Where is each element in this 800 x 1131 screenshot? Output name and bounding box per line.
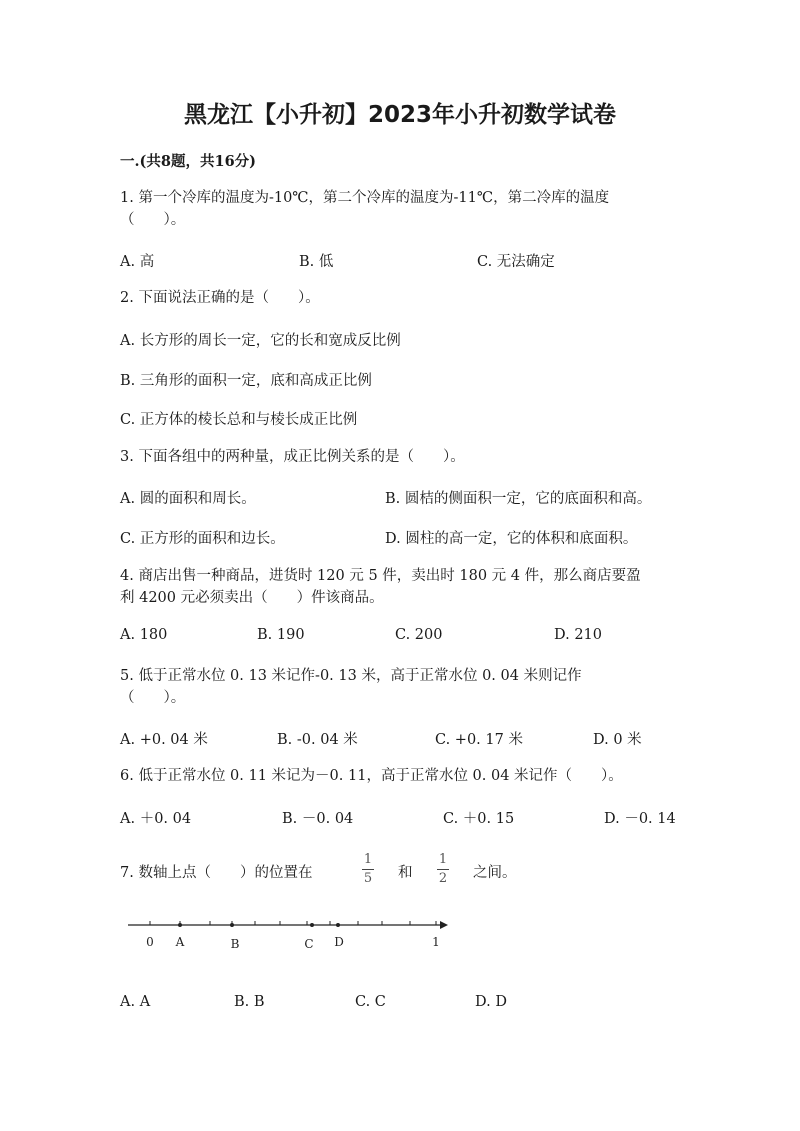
section-heading: 一.(共8题，共16分) [120,153,257,170]
question-5-line-2: （ ）。 [120,690,186,706]
fraction-bar [437,869,449,870]
q5-option-b: B. -0. 04 米 [277,732,358,748]
q3-option-b: B. 圆桔的侧面积一定，它的底面积和高。 [385,491,652,507]
q3-option-c: C. 正方形的面积和边长。 [120,531,285,547]
number-line-arrow [440,921,448,929]
point-a-dot [178,923,182,927]
q7-option-b: B. B [234,994,265,1010]
q3-option-a: A. 圆的面积和周长。 [120,491,256,507]
point-c-label: C [304,937,314,951]
page-title: 黑龙江【小升初】2023年小升初数学试卷 [183,102,616,128]
q6-option-b: B. －0. 04 [282,811,354,827]
q4-option-c: C. 200 [395,627,443,643]
question-7-text: 7. 数轴上点（ ）的位置在 [120,865,313,881]
fraction-numerator: 1 [363,852,373,867]
q4-option-a: A. 180 [120,627,168,643]
question-1-line-2: （ ）。 [120,212,186,228]
question-4-line-2: 利 4200 元必须卖出（ ）件该商品。 [120,590,384,606]
q4-option-d: D. 210 [554,627,603,643]
fraction-one-fifth [362,853,374,886]
point-b-label: B [230,937,240,951]
question-1-line-1: 1. 第一个冷库的温度为-10℃，第二个冷库的温度为-11℃，第二冷库的温度 [120,190,610,206]
q4-option-b: B. 190 [257,627,305,643]
question-2: 2. 下面说法正确的是（ ）。 [120,290,320,306]
q7-option-a: A. A [120,994,151,1010]
q6-option-a: A. ＋0. 04 [120,811,192,827]
number-line-zero-label: 0 [146,935,154,949]
question-4-line-1: 4. 商店出售一种商品，进货时 120 元 5 件，卖出时 180 元 4 件，那么商店要盈 [120,568,641,584]
question-3: 3. 下面各组中的两种量，成正比例关系的是（ ）。 [120,449,465,465]
q1-option-b: B. 低 [299,254,334,270]
q7-option-c: C. C [355,994,386,1010]
q6-option-d: D. －0. 14 [604,811,676,827]
fraction-bar [362,869,374,870]
point-c-dot [310,923,314,927]
q6-option-c: C. ＋0. 15 [443,811,515,827]
number-line-one-label: 1 [432,935,440,949]
number-line-figure [120,912,460,960]
question-5-line-1: 5. 低于正常水位 0. 13 米记作-0. 13 米，高于正常水位 0. 04 米则记作 [120,668,582,684]
question-7-tail: 之间。 [473,865,517,881]
point-d-dot [336,923,340,927]
point-a-label: A [175,935,185,949]
q2-option-b: B. 三角形的面积一定，底和高成正比例 [120,373,372,389]
q5-option-a: A. +0. 04 米 [120,732,208,748]
q3-option-d: D. 圆柱的高一定，它的体积和底面积。 [385,531,638,547]
fraction-numerator: 1 [438,852,448,867]
q2-option-a: A. 长方形的周长一定，它的长和宽成反比例 [120,333,401,349]
q1-option-a: A. 高 [120,254,155,270]
q1-option-c: C. 无法确定 [477,254,555,270]
q7-option-d: D. D [475,994,507,1010]
fraction-one-half [437,853,449,886]
q2-option-c: C. 正方体的棱长总和与棱长成正比例 [120,412,358,428]
question-7-and: 和 [398,865,413,881]
point-b-dot [230,923,234,927]
fraction-denominator: 2 [438,871,448,886]
q5-option-d: D. 0 米 [593,732,642,748]
question-6: 6. 低于正常水位 0. 11 米记为－0. 11，高于正常水位 0. 04 米记作（ ）。 [120,768,623,784]
q5-option-c: C. +0. 17 米 [435,732,523,748]
fraction-denominator: 5 [363,871,373,886]
point-d-label: D [334,935,344,949]
